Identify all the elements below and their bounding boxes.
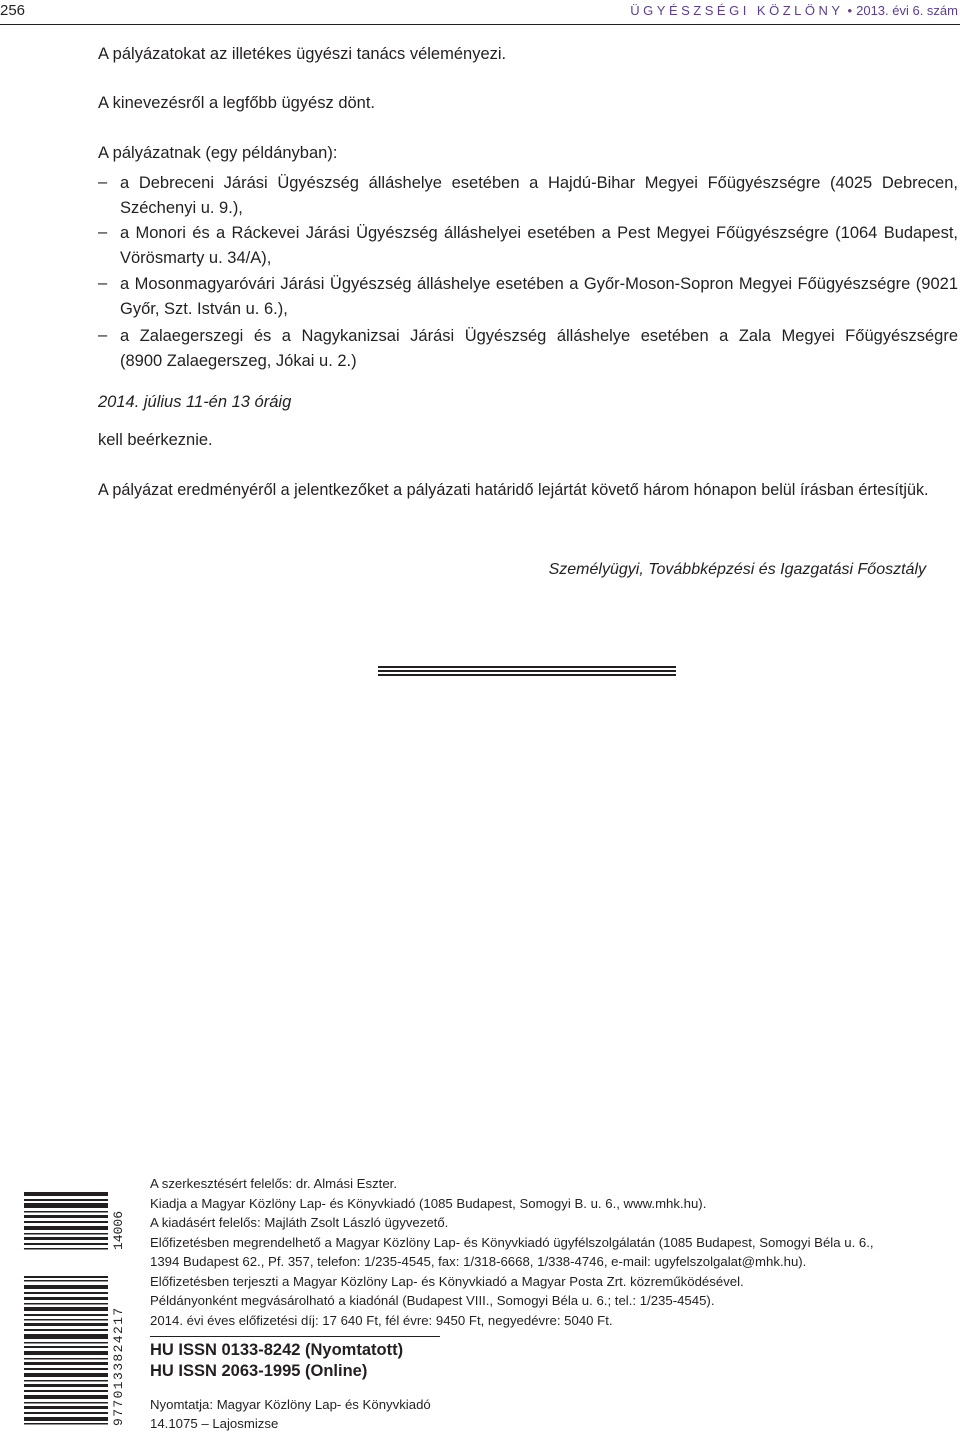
list-dash: – [98, 173, 108, 191]
imprint [150, 1174, 960, 1330]
paragraph-dontes: A kinevezésről a legfőbb ügyész dönt. [98, 94, 376, 112]
barcode-main-number: 9770133824217 [111, 1306, 126, 1426]
deadline-date: 2014. július 11-én 13 óráig [98, 393, 292, 411]
print-job-number: 14.1075 – Lajosmizse [150, 1416, 279, 1431]
list-item-line: Széchenyi u. 9.), [120, 199, 243, 217]
list-dash: – [98, 326, 108, 344]
list-item-debrecen [120, 171, 958, 221]
paragraph-beerkeznie: kell beérkeznie. [98, 431, 213, 449]
paragraph-tanacs: A pályázatokat az illetékes ügyészi tanács véleményezi. [98, 45, 507, 63]
imprint-line: Kiadja a Magyar Közlöny Lap- és Könyvkiadó (1085 Budapest, Somogyi B. u. 6., www.mhk.hu). [150, 1195, 707, 1211]
printer-info [150, 1395, 431, 1433]
list-dash: – [98, 274, 108, 292]
list-item-line: Győr, Szt. István u. 6.), [120, 300, 288, 318]
imprint-line: 1394 Budapest 62., Pf. 357, telefon: 1/235-4545, fax: 1/318-6668, 1/338-4746, e-mail: ugyfelszolgalat@mhk.hu). [150, 1254, 807, 1269]
barcode-addon-number: 14006 [111, 1210, 126, 1250]
list-item-line: (8900 Zalaegerszeg, Jókai u. 2.) [120, 352, 357, 370]
imprint-line: Előfizetésben megrendelhető a Magyar Közlöny Lap- és Könyvkiadó ügyfélszolgálatán (1085 Budapest, Somogyi Béla u. 6., [150, 1234, 874, 1250]
list-item-gyor [120, 272, 958, 322]
issn-barcode [24, 1190, 108, 1426]
issn-online: HU ISSN 2063-1995 (Online) [150, 1362, 368, 1380]
paragraph-ertesites: A pályázat eredményéről a jelentkezőket a pályázati határidő lejártát követő három hónapon belül írásban értesítjük. [98, 481, 929, 499]
list-item-zala [120, 324, 958, 374]
printer-name: Nyomtatja: Magyar Közlöny Lap- és Könyvkiadó [150, 1397, 431, 1412]
page-number: 256 [0, 2, 26, 19]
running-header [630, 3, 958, 18]
signature-department: Személyügyi, Továbbképzési és Igazgatási Főosztály [548, 561, 926, 578]
page-header [0, 0, 960, 25]
publication-title: ÜGYÉSZSÉGI KÖZLÖNY [630, 3, 844, 18]
list-item-pest [120, 221, 958, 271]
list-item-line: a Debreceni Járási Ügyészség álláshelye esetében a Hajdú-Bihar Megyei Főügyészségre (4025 Debrecen, [120, 174, 958, 192]
imprint-line: Példányonként megvásárolható a kiadónál (Budapest VIII., Somogyi Béla u. 6.; tel.: 1/235-4545). [150, 1293, 715, 1308]
header-separator: • [847, 3, 853, 18]
list-item-line: Vörösmarty u. 34/A), [120, 249, 272, 267]
issue-number: 2013. évi 6. szám [856, 3, 958, 18]
imprint-line: A kiadásért felelős: Majláth Zsolt László ügyvezető. [150, 1215, 449, 1230]
list-item-line: a Zalaegerszegi és a Nagykanizsai Járási Ügyészség álláshelye esetében a Zala Megyei Főügyészségre [120, 327, 958, 345]
issn-print: HU ISSN 0133-8242 (Nyomtatott) [150, 1341, 404, 1359]
paragraph-palyazatnak: A pályázatnak (egy példányban): [98, 144, 338, 162]
imprint-line: 2014. évi éves előfizetési díj: 17 640 Ft, fél évre: 9450 Ft, negyedévre: 5040 Ft. [150, 1312, 613, 1328]
imprint-line: A szerkesztésért felelős: dr. Almási Eszter. [150, 1176, 397, 1191]
list-item-line: a Mosonmagyaróvári Járási Ügyészség álláshelye esetében a Győr-Moson-Sopron Megyei Főügyészségre (9021 [120, 275, 958, 293]
list-item-line: a Monori és a Ráckevei Járási Ügyészség álláshelyei esetében a Pest Megyei Főügyészségre (1064 Budapest, [120, 224, 958, 242]
list-dash: – [98, 223, 108, 241]
issn-rule [150, 1336, 440, 1337]
imprint-line: Előfizetésben terjeszti a Magyar Közlöny Lap- és Könyvkiadó a Magyar Posta Zrt. közreműködésével. [150, 1273, 744, 1289]
